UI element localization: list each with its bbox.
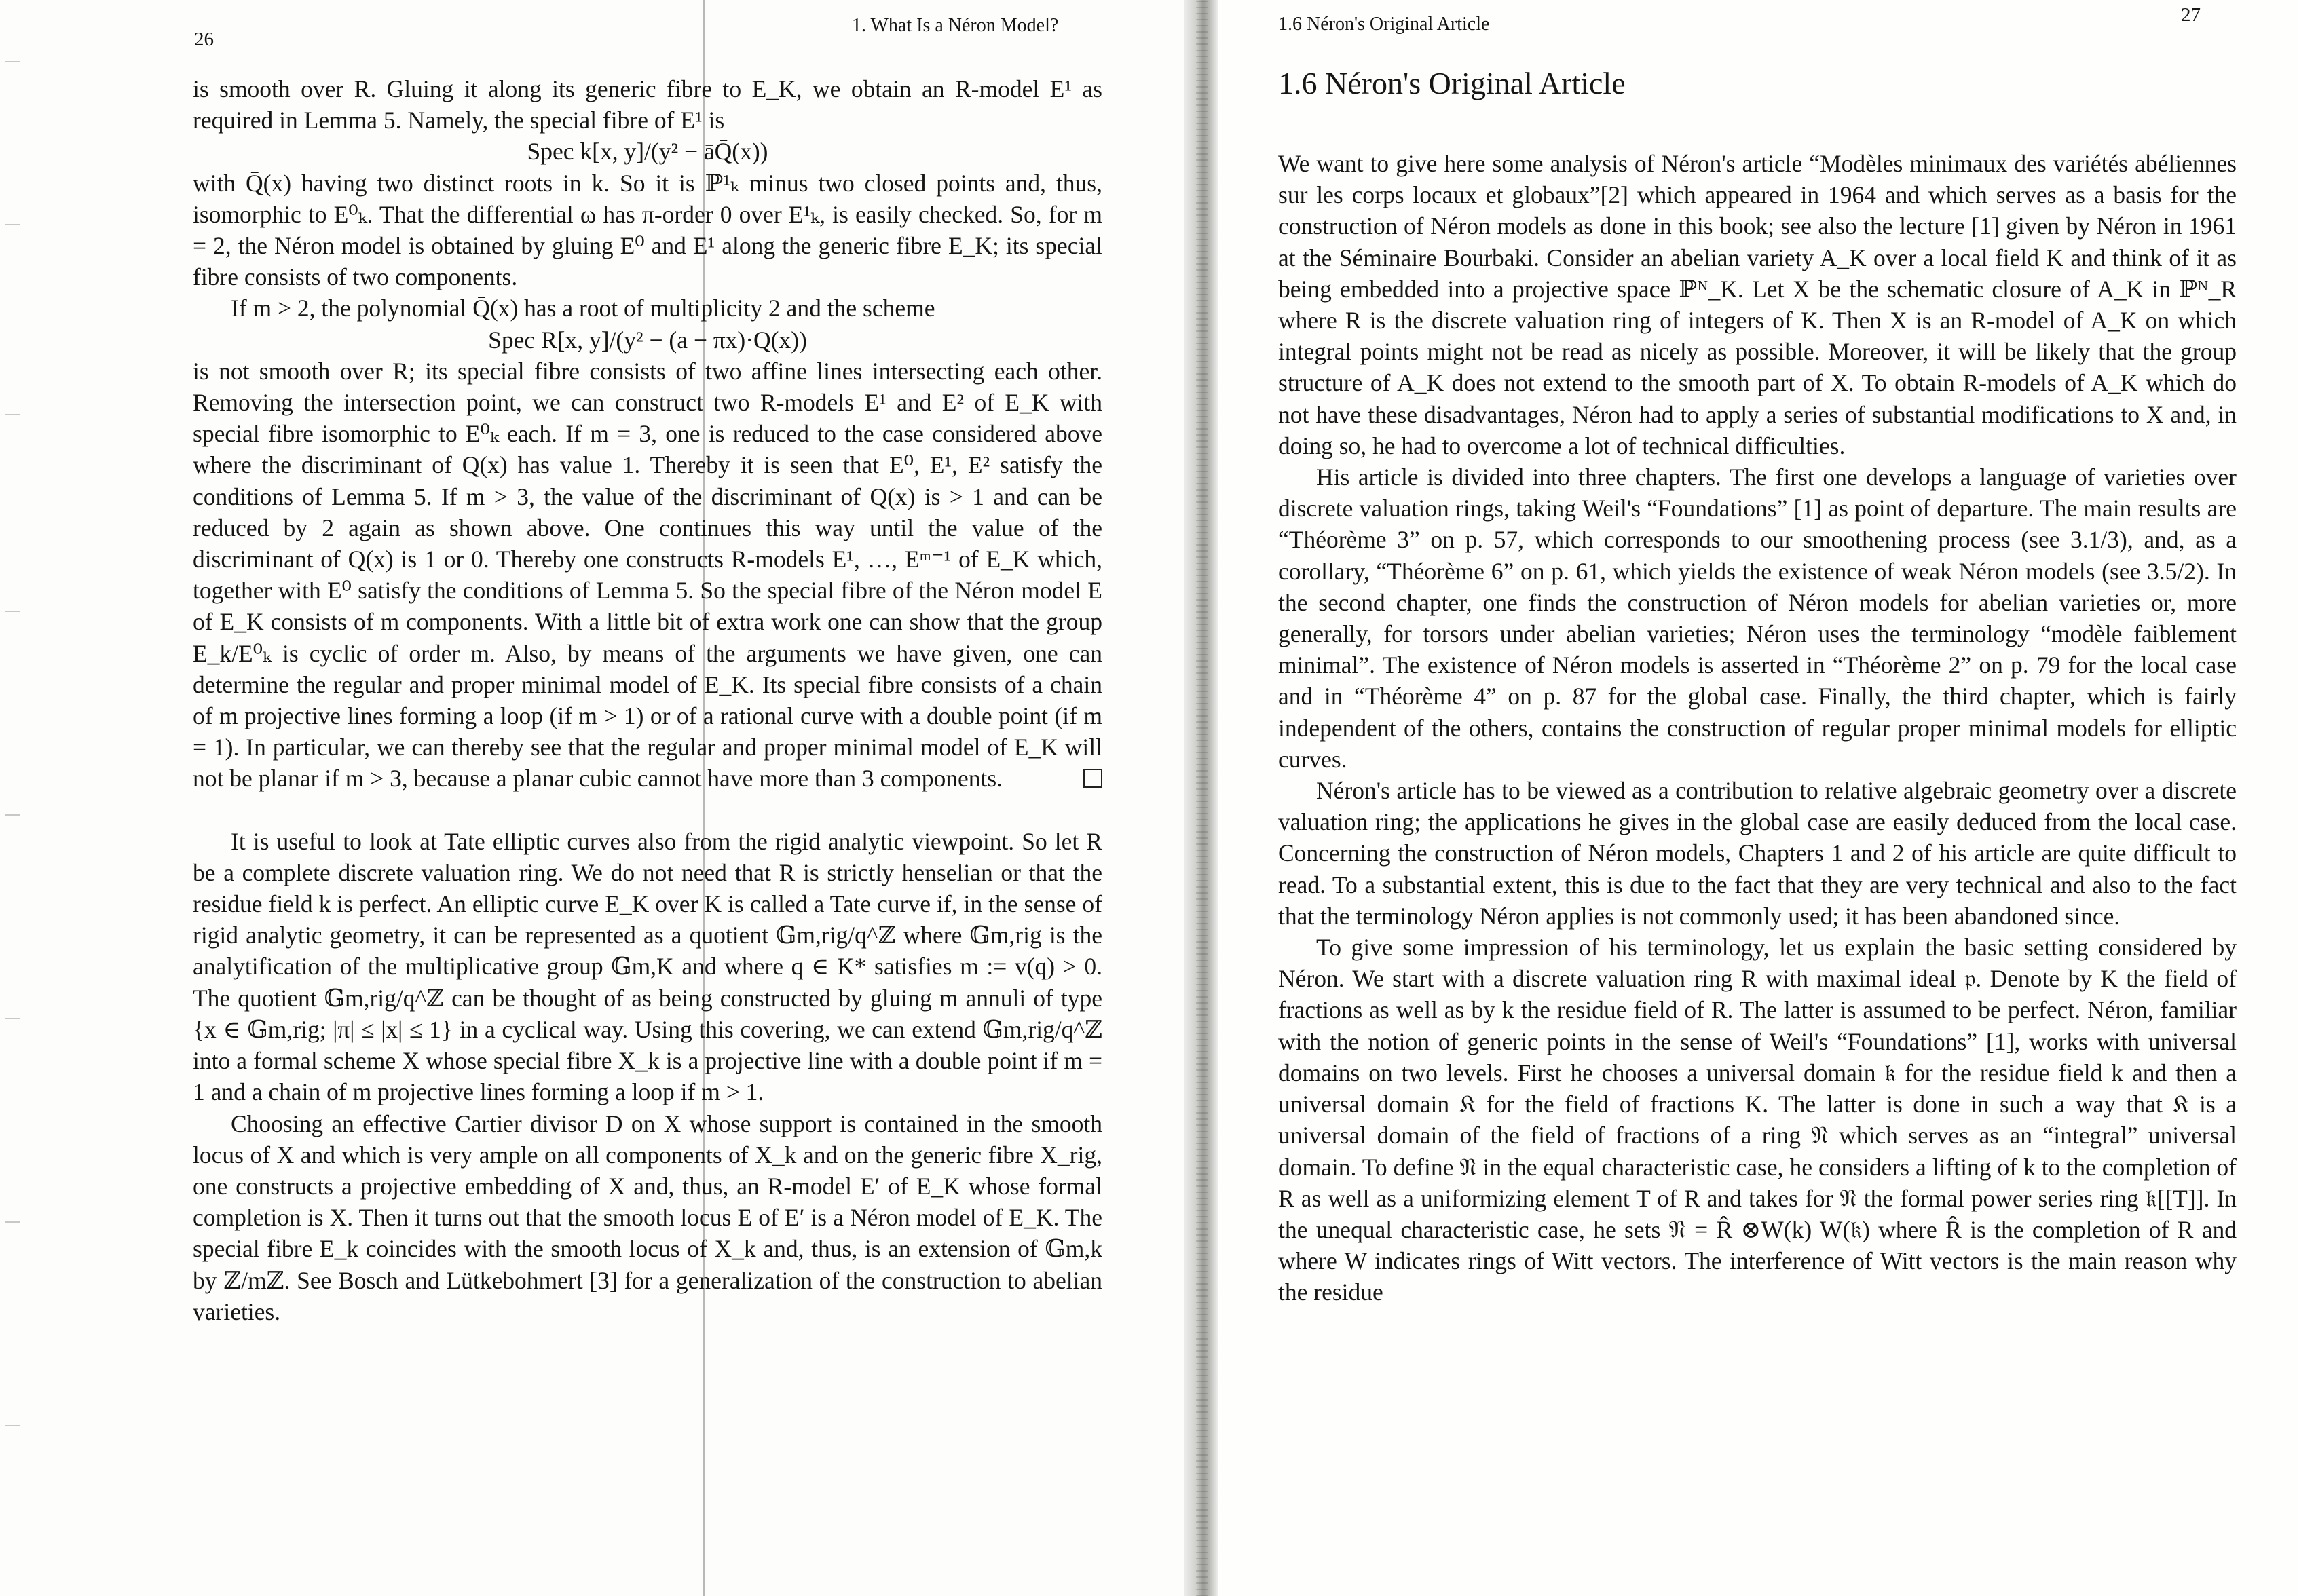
paragraph: Néron's article has to be viewed as a contribution to relative algebraic geometry over a discrete valuation ring; the applications he gives in the global case are easily deduced from the local case. Concerning the construction of Néron models, Chapters 1 and 2 of his article are quite difficult to read. To a substantial extent, this is due to the fact that they are very technical and also to the fact that the terminology Néron applies is not commonly used; it has been abandoned since. [1278, 777, 2237, 930]
gutter-shadow [1196, 0, 1208, 1596]
paragraph: We want to give here some analysis of Néron's article “Modèles minimaux des variétés abéliennes sur les corps locaux et globaux”[2] which appeared in 1964 and which serves as a basis for the construction of Néron models as done in this book; see also the lecture [1] given by Néron in 1961 at the Séminaire Bourbaki. Consider an abelian variety A_K over a local field K and think of it as being embedded into a projective space ℙᴺ_K. Let X be the schematic closure of A_K in ℙᴺ_R where R is the discrete valuation ring of integers of K. Then X is an R-model of A_K on which integral points might not be read as nicely as possible. Moreover, it will be likely that the group structure of A_K does not extend to the smooth part of X. To obtain R-models of A_K which do not have these disadvantages, Néron had to apply a series of substantial modifications to X and, in doing so, he had to overcome a lot of technical difficulties. [1278, 150, 2237, 459]
right-text-body [1278, 148, 2237, 1308]
qed-square-icon [1083, 769, 1102, 788]
paragraph-text: is not smooth over R; its special fibre consists of two affine lines intersecting each other. Removing the intersection point, we can construct two R-models E¹ and E² of E_K with special fibre isomorphic to E⁰ₖ each. If m = 3, one is reduced to the case considered above where the discriminant of Q(x) has value 1. Thereby it is seen that E⁰, E¹, E² satisfy the conditions of Lemma 5. If m > 3, the value of the discriminant of Q(x) is > 1 and can be reduced by 2 again as shown above. One continues this way until the value of the discriminant of Q(x) is 1 or 0. Thereby one constructs R-models E¹, …, Eᵐ⁻¹ of E_K which, together with E⁰ satisfy the conditions of Lemma 5. So the special fibre of the Néron model E of E_K consists of m components. With a little bit of extra work one can show that the group E_k/E⁰ₖ is cyclic of order m. Also, by means of the arguments we have given, one can determine the regular and proper minimal model of E_K. Its special fibre consists of a chain of m projective lines forming a loop (if m > 1) or of a rational curve with a double point (if m = 1). In particular, we can thereby see that the regular and proper minimal model of E_K will not be planar if m > 3, because a planar cubic cannot have more than 3 components. [193, 357, 1102, 793]
margin-mark [5, 1221, 20, 1223]
paragraph: If m > 2, the polynomial Q̄(x) has a root of multiplicity 2 and the scheme [231, 294, 935, 322]
running-head: 1.6 Néron's Original Article [1278, 14, 1490, 35]
display-equation: Spec R[x, y]/(y² − (a − πx)·Q(x)) [488, 326, 807, 354]
left-text-body [193, 73, 1102, 1327]
right-page [1218, 0, 2297, 1596]
page-number: 26 [194, 28, 214, 50]
margin-mark [5, 224, 20, 225]
paragraph: is smooth over R. Gluing it along its generic fibre to E_K, we obtain an R-model E¹ as required in Lemma 5. Namely, the special fibre of E¹ is [193, 75, 1102, 134]
paragraph: To give some impression of his terminology, let us explain the basic setting considered by Néron. We start with a discrete valuation ring R with maximal ideal 𝔭. Denote by K the field of fractions as well as by k the residue field of R. The latter is assumed to be perfect. Néron, familiar with the notion of generic points in the sense of Weil's “Foundations” [1], works with universal domains on two levels. First he chooses a universal domain 𝔨 for the residue field k and then a universal domain 𝔎 for the field of fractions K. The latter is done in such a way that 𝔎 is a universal domain of the field of fractions of a ring 𝔑 which serves as an “integral” universal domain. To define 𝔑 in the equal characteristic case, he considers a lifting of k to the completion of R as well as a uniformizing element T of R and takes for 𝔑 the formal power series ring 𝔨[[T]]. In the unequal characteristic case, he sets 𝔑 = R̂ ⊗W(k) W(𝔨) where R̂ is the completion of R and where W indicates rings of Witt vectors. The interference of Witt vectors is the main reason why the residue [1278, 934, 2237, 1306]
display-equation: Spec k[x, y]/(y² − āQ̄(x)) [527, 138, 768, 166]
margin-mark [5, 814, 20, 816]
page-number: 27 [2181, 4, 2201, 26]
paragraph: Choosing an effective Cartier divisor D on X whose support is contained in the smooth locus of X and which is very ample on all components of X_k and on the generic fibre X_rig, one constructs a projective embedding of X and, thus, an R-model E′ of E_K whose formal completion is X. Then it turns out that the smooth locus E of E′ is a Néron model of E_K. The special fibre E_k coincides with the smooth locus of X_k and, thus, is an extension of 𝔾m,k by ℤ/mℤ. See Bosch and Lütkebohmert [3] for a generalization of the construction to abelian varieties. [193, 1109, 1102, 1325]
paragraph-gap [193, 795, 1102, 826]
running-head: 1. What Is a Néron Model? [852, 15, 1059, 36]
margin-mark [5, 611, 20, 612]
margin-mark [5, 414, 20, 415]
section-title: 1.6 Néron's Original Article [1278, 66, 1626, 100]
paragraph: His article is divided into three chapters. The first one develops a language of varieties over discrete valuation rings, taking Weil's “Foundations” [1] as point of departure. The main results are “Théorème 3” on p. 57, which corresponds to our smoothening process (see 3.1/3), and, as a corollary, “Théorème 6” on p. 61, which yields the existence of weak Néron models (see 3.5/2). In the second chapter, one finds the construction of Néron models for abelian varieties or, more generally, for torsors under abelian varieties; Néron uses the terminology “modèle faiblement minimal”. The existence of Néron models is asserted in “Théorème 2” on p. 79 for the local case and in “Théorème 4” on p. 87 for the global case. Finally, the third chapter, which is fairly independent of the others, contains the construction of regular proper minimal models for elliptic curves. [1278, 463, 2237, 773]
margin-mark [5, 1425, 20, 1426]
paragraph: with Q̄(x) having two distinct roots in k. So it is ℙ¹ₖ minus two closed points and, thus, isomorphic to E⁰ₖ. That the differential ω has π-order 0 over E¹ₖ, is easily checked. So, for m = 2, the Néron model is obtained by gluing E⁰ and E¹ along the generic fibre E_K; its special fibre consists of two components. [193, 169, 1102, 291]
paragraph [193, 356, 1102, 795]
margin-mark [5, 1018, 20, 1019]
paragraph: It is useful to look at Tate elliptic curves also from the rigid analytic viewpoint. So let R be a complete discrete valuation ring. We do not need that R is strictly henselian or that the residue field k is perfect. An elliptic curve E_K over K is called a Tate curve if, in the sense of rigid analytic geometry, it can be represented as a quotient 𝔾m,rig/q^ℤ where 𝔾m,rig is the analytification of the multiplicative group 𝔾m,K and where q ∈ K* satisfies m := v(q) > 0. The quotient 𝔾m,rig/q^ℤ can be thought of as being constructed by gluing m annuli of type {x ∈ 𝔾m,rig; |π| ≤ |x| ≤ 1} in a cyclical way. Using this covering, we can extend 𝔾m,rig/q^ℤ into a formal scheme X whose special fibre X_k is a projective line with a double point if m = 1 and a chain of m projective lines forming a loop if m > 1. [193, 827, 1102, 1106]
margin-mark [5, 61, 20, 62]
